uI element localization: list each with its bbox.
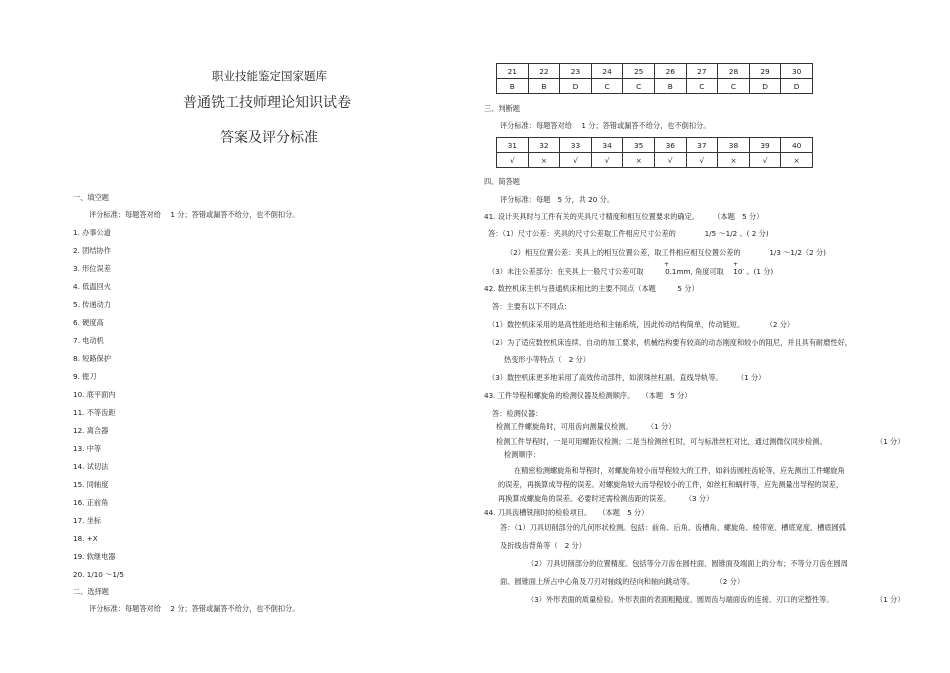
- list-item: 9. 镗刀: [73, 372, 97, 381]
- question-41: 41. 设计夹具时与工件有关的夹具尺寸精度和相互位置要求的确定。 （本题 5 分）: [484, 212, 764, 221]
- table-cell: ×: [528, 153, 560, 168]
- list-item: 10. 底平面内: [73, 390, 116, 399]
- answer-43-2: 检测工件导程时，一是可用螺距仪检测；二是当检测丝杠时，可与标准丝杠对比，通过测微仪同步检测。: [496, 437, 827, 446]
- question-43: 43. 工件导程和螺旋角的检测仪器及检测顺序。 （本题 5 分）: [484, 391, 692, 400]
- table-cell: 21: [497, 64, 529, 79]
- table-cell: 29: [749, 64, 781, 79]
- list-item: 20. 1/10 ～1/5: [73, 570, 124, 579]
- table-cell: √: [654, 153, 686, 168]
- section-choice-title: 二、选择题: [73, 587, 109, 596]
- table-row: [497, 138, 813, 153]
- table-cell: 30: [781, 64, 813, 79]
- answer-42-3: （3）数控机床更多地采用了高效传动部件，如滚珠丝杠副、直线导轨等。 （1 分）: [488, 373, 766, 382]
- table-cell: 28: [718, 64, 750, 79]
- answer-41-2: （2）相互位置公差：夹具上的相互位置公差，取工件相应相互位置公差的 1/3 ～1/2（2 分): [506, 248, 826, 257]
- table-cell: 38: [718, 138, 750, 153]
- answer-43-order: 检测顺序：: [504, 450, 540, 459]
- section-short-answer-rule: 评分标准：每题 5 分，共 20 分。: [500, 195, 615, 204]
- list-item: 19. 软继电器: [73, 552, 116, 561]
- list-item: 11. 不等齿距: [73, 408, 116, 417]
- table-cell: 23: [560, 64, 592, 79]
- table-cell: 27: [686, 64, 718, 79]
- question-44: 44. 刀具齿槽铣削时的检验项目。 （本题 5 分）: [484, 508, 649, 517]
- section-fill-title: 一、填空题: [73, 193, 109, 202]
- judge-answer-table: [496, 137, 813, 168]
- table-cell: √: [686, 153, 718, 168]
- answer-43-3: 在精密检测螺旋角和导程时，对螺旋角较小而导程较大的工件，如斜齿圆柱齿轮等，应先测出工件螺旋角: [514, 466, 845, 475]
- list-item: 4. 低温回火: [73, 282, 111, 291]
- answer-44-2b: 面、圆锥面上所占中心角及刀刃对轴线的径向和轴向跳动等。 （2 分）: [500, 577, 745, 586]
- answer-44-2: （2）刀具切削部分的位置精度。包括等分刀齿在圆柱面、圆锥面及端面上的分布；不等分刀齿在圆周: [527, 559, 848, 568]
- table-cell: ×: [781, 153, 813, 168]
- answer-42-2b: 热变形小等特点（ 2 分）: [504, 355, 590, 364]
- table-cell: 24: [591, 64, 623, 79]
- table-cell: √: [497, 153, 529, 168]
- section-choice-rule: 评分标准：每题答对给 2 分；答错或漏答不给分，也不倒扣分。: [89, 604, 300, 613]
- answer-44-3-score: （1 分）: [876, 595, 905, 604]
- table-cell: 35: [623, 138, 655, 153]
- list-item: 7. 电动机: [73, 336, 104, 345]
- list-item: 12. 离合器: [73, 426, 109, 435]
- table-cell: D: [781, 79, 813, 94]
- table-cell: C: [623, 79, 655, 94]
- table-cell: 37: [686, 138, 718, 153]
- table-cell: C: [686, 79, 718, 94]
- table-cell: D: [560, 79, 592, 94]
- list-item: 15. 同轴度: [73, 480, 109, 489]
- table-cell: 33: [560, 138, 592, 153]
- table-cell: ×: [718, 153, 750, 168]
- plus-minus-sign: +: [733, 261, 739, 268]
- answer-43-intro: 答：检测仪器：: [492, 409, 543, 418]
- header-exam-title: 普通铣工技师理论知识试卷: [183, 95, 351, 111]
- question-42: 42. 数控机床主机与普通机床相比的主要不同点（本题 5 分）: [484, 284, 699, 293]
- answer-42-2: （2）为了适应数控机床连续、自动的加工要求，机械结构要有较高的动态刚度和较小的阻尼，并且具有耐磨性好，: [488, 338, 852, 347]
- answer-43-4: 的误差，再换算成导程的误差。对螺旋角较大而导程较小的工件，如丝杠和蜗杆等，应先测量出导程的误差，: [498, 480, 844, 489]
- table-cell: D: [749, 79, 781, 94]
- table-cell: √: [749, 153, 781, 168]
- table-cell: 39: [749, 138, 781, 153]
- answer-41-1: 答：（1）尺寸公差：夹具的尺寸公差取工件相应尺寸公差的 1/5 ～1/2 。( 2 分): [488, 229, 769, 238]
- list-item: 16. 正前角: [73, 498, 109, 507]
- plus-minus-sign: +: [664, 261, 670, 268]
- section-judge-title: 三、判断题: [484, 104, 520, 113]
- list-item: 5. 传递动力: [73, 300, 111, 309]
- list-item: 17. 坐标: [73, 516, 102, 525]
- table-cell: √: [591, 153, 623, 168]
- list-item: 14. 试切法: [73, 462, 109, 471]
- answer-44-1b: 及折线齿背角等（ 2 分）: [500, 541, 586, 550]
- answer-42-1: （1）数控机床采用的是高性能进给和主轴系统，因此传动结构简单，传动链短。 （2 分）: [488, 320, 795, 329]
- table-cell: 40: [781, 138, 813, 153]
- list-item: 2. 团结协作: [73, 246, 111, 255]
- table-cell: √: [560, 153, 592, 168]
- section-judge-rule: 评分标准：每题答对给 1 分；答错或漏答不给分，也不倒扣分。: [500, 121, 711, 130]
- list-item: 13. 中等: [73, 444, 102, 453]
- table-cell: C: [591, 79, 623, 94]
- list-item: 1. 办事公道: [73, 228, 111, 237]
- table-row: [497, 79, 813, 94]
- answer-44-1: 答：（1）刀具切削部分的几何形状检测。包括：前角、后角、齿槽角、螺旋角、棱带宽、槽底宽度、槽底圆弧: [500, 523, 846, 532]
- table-cell: 32: [528, 138, 560, 153]
- answer-42-intro: 答：主要有以下不同点：: [492, 302, 572, 311]
- list-item: 8. 短路保护: [73, 354, 111, 363]
- answer-44-3: （3）外形表面的质量检验。外形表面的表面粗糙度、圆周齿与端面齿的连接、刃口的完整性等。: [527, 595, 834, 604]
- answer-41-3: （3）未注公差部分：在夹具上一般尺寸公差可取 0.1mm, 角度可取 10′ 。(1 分): [488, 267, 774, 276]
- table-cell: 36: [654, 138, 686, 153]
- table-cell: 34: [591, 138, 623, 153]
- answer-43-1: 检测工件螺旋角时，可用齿向测量仪检测。 （1 分）: [496, 422, 676, 431]
- table-cell: 22: [528, 64, 560, 79]
- header-answer-key: 答案及评分标准: [220, 130, 318, 146]
- table-cell: 25: [623, 64, 655, 79]
- table-row: [497, 64, 813, 79]
- table-cell: ×: [623, 153, 655, 168]
- table-cell: B: [654, 79, 686, 94]
- answer-43-5: 再换算成螺旋角的误差。必要时还需检测齿距的误差。 （3 分）: [498, 494, 714, 503]
- table-cell: 31: [497, 138, 529, 153]
- section-fill-rule: 评分标准：每题答对给 1 分；答错或漏答不给分，也不倒扣分。: [89, 210, 300, 219]
- table-cell: B: [528, 79, 560, 94]
- table-cell: 26: [654, 64, 686, 79]
- choice-answer-table: [496, 63, 813, 94]
- section-short-answer-title: 四、简答题: [484, 177, 520, 186]
- header-bank: 职业技能鉴定国家题库: [212, 69, 327, 83]
- table-row: [497, 153, 813, 168]
- list-item: 6. 硬度高: [73, 318, 104, 327]
- table-cell: B: [497, 79, 529, 94]
- list-item: 3. 形位误差: [73, 264, 111, 273]
- table-cell: C: [718, 79, 750, 94]
- answer-43-2-score: （1 分）: [876, 437, 905, 446]
- list-item: 18. +X: [73, 534, 98, 543]
